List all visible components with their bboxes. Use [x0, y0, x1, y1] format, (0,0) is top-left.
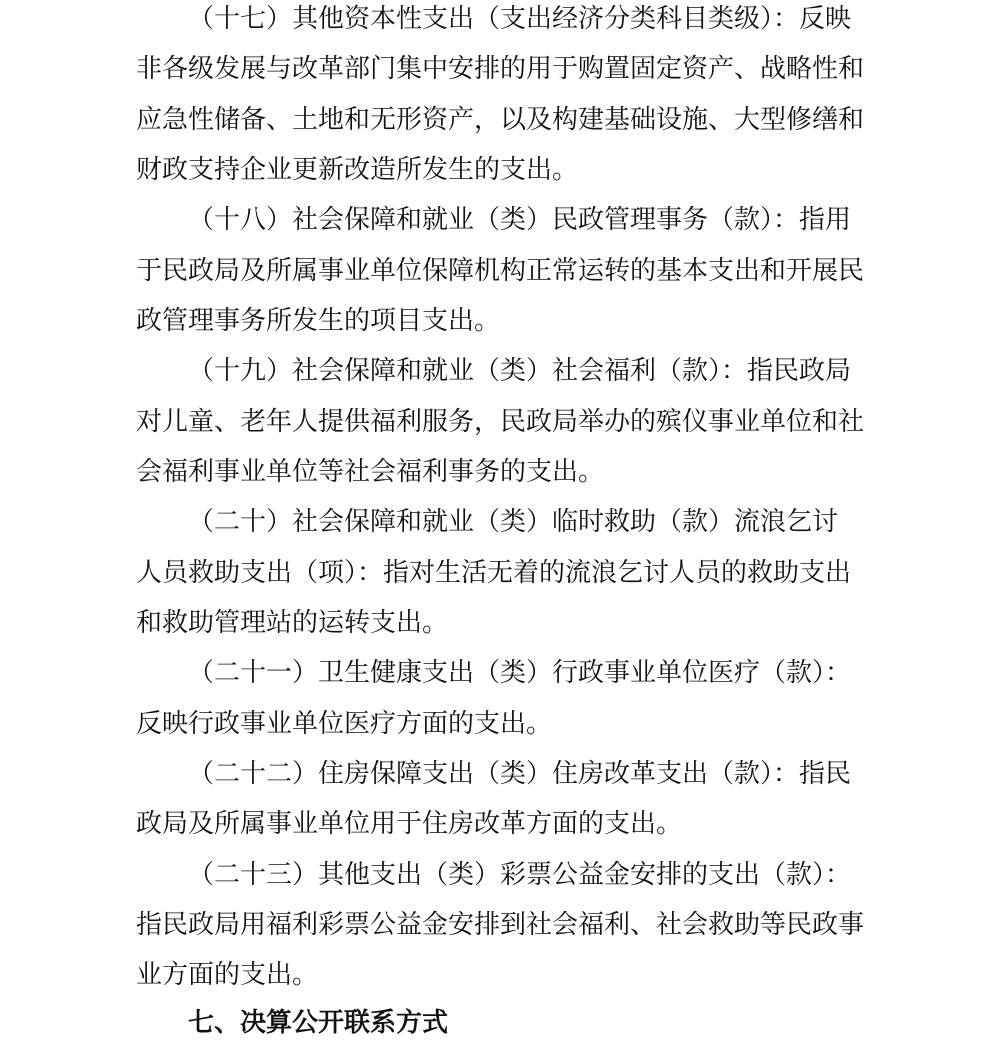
section-heading: 七、决算公开联系方式	[188, 1008, 449, 1038]
paragraph-22-line-2: 政局及所属事业单位用于住房改革方面的支出。	[136, 809, 683, 839]
paragraph-18-line-2: 于民政局及所属事业单位保障机构正常运转的基本支出和开展民	[136, 256, 865, 286]
paragraph-19-line-2: 对儿童、老年人提供福利服务，民政局举办的殡仪事业单位和社	[136, 407, 865, 437]
paragraph-20-line-3: 和救助管理站的运转支出。	[136, 608, 449, 638]
paragraph-17-line-2: 非各级发展与改革部门集中安排的用于购置固定资产、战略性和	[136, 54, 865, 84]
paragraph-23-line-2: 指民政局用福利彩票公益金安排到社会福利、社会救助等民政事	[136, 910, 865, 940]
paragraph-22-line-1: （二十二）住房保障支出（类）住房改革支出（款）：指民	[188, 759, 852, 789]
paragraph-17-line-3: 应急性储备、土地和无形资产，以及构建基础设施、大型修缮和	[136, 105, 865, 135]
paragraph-21-line-1: （二十一）卫生健康支出（类）行政事业单位医疗（款）：	[188, 658, 852, 688]
paragraph-17-line-1: （十七）其他资本性支出（支出经济分类科目类级）：反映	[188, 4, 852, 34]
paragraph-20-line-2: 人员救助支出（项）：指对生活无着的流浪乞讨人员的救助支出	[136, 558, 852, 588]
paragraph-23-line-3: 业方面的支出。	[136, 960, 319, 990]
paragraph-17-line-4: 财政支持企业更新改造所发生的支出。	[136, 155, 579, 185]
paragraph-19-line-1: （十九）社会保障和就业（类）社会福利（款）：指民政局	[188, 356, 852, 386]
paragraph-18-line-3: 政管理事务所发生的项目支出。	[136, 306, 501, 336]
paragraph-21-line-2: 反映行政事业单位医疗方面的支出。	[136, 709, 553, 739]
paragraph-20-line-1: （二十）社会保障和就业（类）临时救助（款）流浪乞讨	[188, 507, 839, 537]
paragraph-18-line-1: （十八）社会保障和就业（类）民政管理事务（款）：指用	[188, 205, 852, 235]
paragraph-23-line-1: （二十三）其他支出（类）彩票公益金安排的支出（款）：	[188, 860, 852, 890]
paragraph-19-line-3: 会福利事业单位等社会福利事务的支出。	[136, 457, 605, 487]
